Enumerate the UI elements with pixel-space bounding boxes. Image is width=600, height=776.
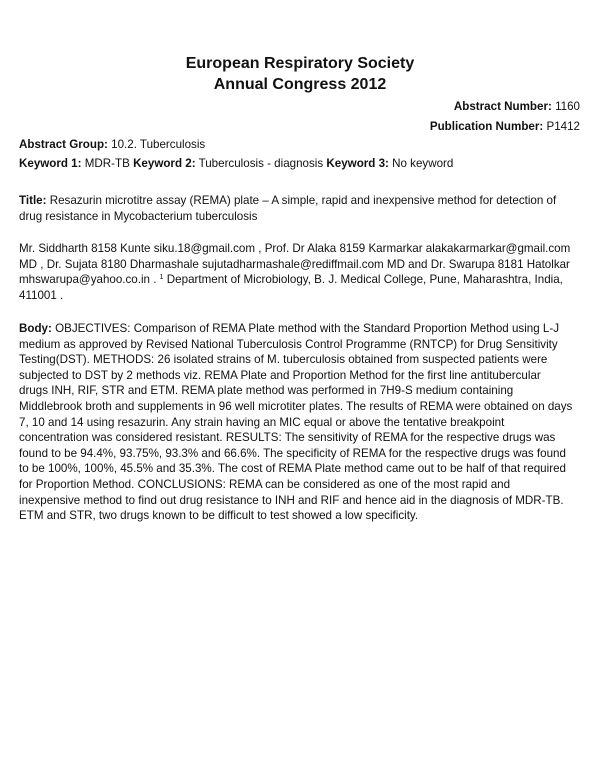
- authors-line-3: mhswarupa@yahoo.co.in . $^1$ Department of Microbiology, B. J. Medical College, Pune, Maharashtra, India,: [19, 273, 563, 287]
- body-line-10: to be 100%, 100%, 45.5% and 35.3%. The cost of REMA Plate method came out to be half of that required: [19, 462, 566, 476]
- affiliation-mark: 1: [159, 274, 164, 282]
- title-text-line-1: Title: Resazurin microtitre assay (REMA) plate – A simple, rapid and inexpensive method for detection of: [19, 194, 557, 207]
- keyword3-value: No keyword: [392, 157, 454, 170]
- abstract-group-label: Abstract Group:: [19, 138, 108, 151]
- authors-block: [19, 241, 585, 303]
- abstract-number-label: Abstract Number:: [453, 100, 552, 113]
- body-line-3: Testing(DST). METHODS: 26 isolated strains of M. tuberculosis obtained from suspected patients were: [19, 353, 548, 367]
- authors-line-2: MD , Dr. Sujata 8180 Dharmashale sujutadharmashale@rediffmail.com MD and Dr. Swarupa 8181 Hatolkar: [19, 257, 570, 271]
- body-line-12: inexpensive method to find out drug resistance to INH and RIF and hence aid in the diagnosis of MDR-TB.: [19, 493, 564, 507]
- body-line-5: drugs INH, RIF, STR and ETM. REMA plate method was performed in 7H9-S medium containing: [19, 384, 514, 398]
- keyword1-label: Keyword 1:: [19, 157, 82, 170]
- title-line-2: Annual Congress 2012: [213, 76, 387, 93]
- publication-number-value: P1412: [546, 120, 580, 133]
- body-line-7: 7, 10 and 14 using resazurin. Any strain having an MIC equal or above the tentative breakpoint: [19, 415, 505, 429]
- abstract-number-value: 1160: [555, 100, 580, 113]
- title-text-line-2: drug resistance in Mycobacterium tuberculosis: [19, 209, 258, 223]
- body-line-11: for Proportion Method. CONCLUSIONS: REMA can be considered as one of the most rapid and: [19, 477, 511, 491]
- keywords-line: [19, 157, 581, 171]
- body-line-8: concentration was considered resistant. RESULTS: The sensitivity of REMA for the respective drugs was: [19, 431, 556, 445]
- publication-number-label: Publication Number:: [429, 120, 544, 133]
- title-label: Title:: [19, 194, 47, 207]
- abstract-group-line: [19, 138, 581, 152]
- body-line-9: found to be 94.4%, 93.75%, 93.3% and 66.6%. The specificity of REMA for the respective drugs was found: [19, 446, 566, 460]
- body-label: Body:: [19, 322, 52, 335]
- body-line-4: subjected to DST by 2 methods viz. REMA Plate and Proportion Method for the first line antitubercular: [19, 368, 541, 382]
- keyword3-label: Keyword 3:: [326, 157, 389, 170]
- abstract-title: [19, 193, 585, 224]
- body-line-13: ETM and STR, two drugs known to be difficult to test showed a low specificity.: [19, 509, 419, 523]
- abstract-body: [19, 321, 585, 524]
- publication-number-line: [430, 120, 580, 134]
- keyword2-value: Tuberculosis - diagnosis: [198, 157, 324, 170]
- body-line-2: medium as approved by Revised National Tuberculosis Control Programme (RNTCP) for Drug Sensitivity: [19, 337, 558, 351]
- abstract-group-value: 10.2. Tuberculosis: [111, 138, 206, 151]
- authors-line-1: Mr. Siddharth 8158 Kunte siku.18@gmail.com , Prof. Dr Alaka 8159 Karmarkar alakakarmarkar@gmail.com: [19, 242, 571, 255]
- title-line-1: European Respiratory Society: [185, 55, 415, 72]
- keyword2-label: Keyword 2:: [133, 157, 196, 170]
- authors-line-4: 411001 .: [19, 288, 64, 302]
- keyword1-value: MDR-TB: [84, 157, 130, 170]
- body-line-1: Body: OBJECTIVES: Comparison of REMA Plate method with the Standard Proportion Method using L-J: [19, 322, 560, 335]
- abstract-number-line: [454, 100, 580, 114]
- document-title: [0, 53, 600, 95]
- body-line-6: Middlebrook broth and supplements in 96 well microtiter plates. The results of REMA were obtained on days: [19, 399, 573, 413]
